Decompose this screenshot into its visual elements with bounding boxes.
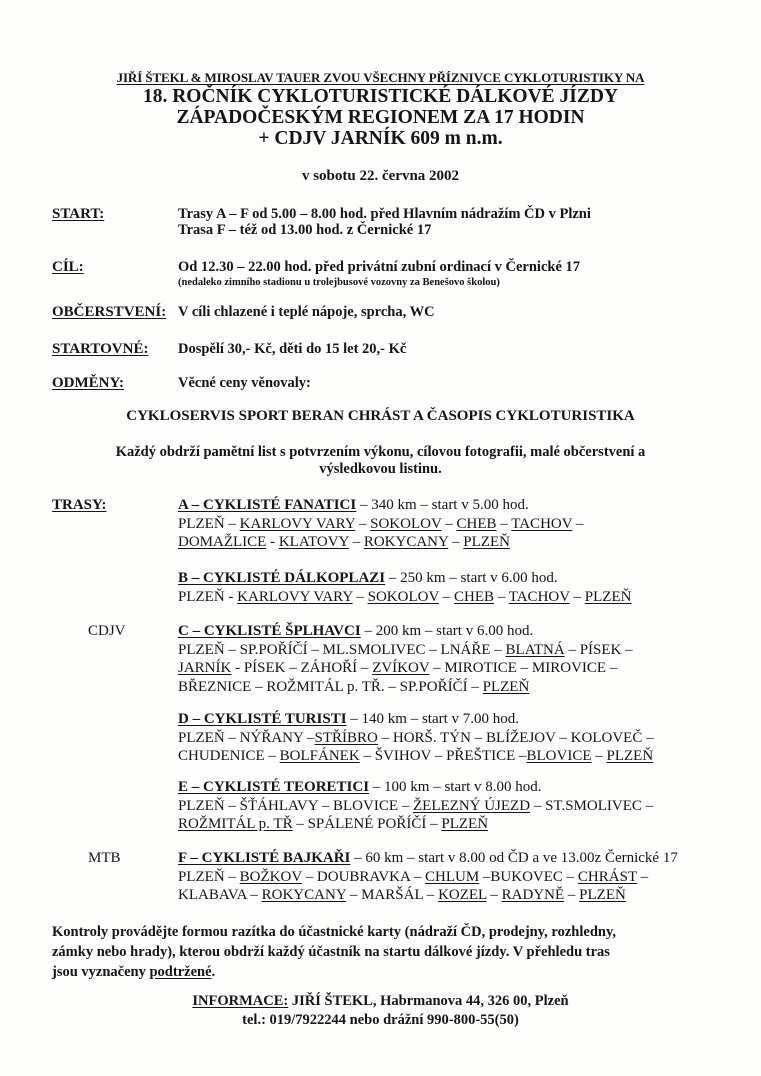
controls-paragraph <box>52 922 682 982</box>
route-heading <box>178 623 533 640</box>
route-stops-line <box>178 534 510 551</box>
control-point: CHLUM <box>424 868 480 885</box>
control-point: CHRÁST <box>577 868 637 885</box>
route-title: D – CYKLISTÉ TURISTI <box>178 711 347 727</box>
route-segment: – <box>636 868 649 885</box>
control-point: PLZEŇ <box>606 748 654 764</box>
route-segment: –BUKOVEC – <box>479 868 578 885</box>
route-stops-line <box>178 516 584 533</box>
route-segment: – PÍSEK – <box>564 641 633 658</box>
route-info: – 140 km – start v 7.00 hod. <box>346 711 520 727</box>
route-segment: – MARŠÁL – <box>346 887 439 903</box>
route-segment: – <box>352 588 368 605</box>
route-segment: - <box>266 534 279 550</box>
control-point: TACHOV <box>508 588 570 605</box>
route-segment: – MIROTICE – MIROVICE – <box>429 660 618 676</box>
route-segment: PLZEŇ – <box>178 868 240 885</box>
route-segment: – SPÁLENÉ POŘÍČÍ – <box>292 816 442 832</box>
route-title: F – CYKLISTÉ BAJKAŘI <box>178 850 351 866</box>
route-segment: – ŠVIHOV – PŘEŠTICE – <box>359 748 527 764</box>
route-segment: – <box>439 588 455 605</box>
route-segment: – <box>448 534 464 550</box>
route-info: – 200 km – start v 6.00 hod. <box>360 623 534 639</box>
control-point: CHEB <box>456 515 497 532</box>
route-segment: – <box>494 588 509 605</box>
route-heading <box>178 711 519 728</box>
info-label: INFORMACE: <box>192 993 289 1009</box>
control-point: STŘÍBRO <box>314 729 378 746</box>
route-title: B – CYKLISTÉ DÁLKOPLAZI <box>178 570 386 586</box>
control-point: ROŽMITÁL p. TŘ <box>178 816 293 832</box>
prizes-text: Věcné ceny věnovaly: <box>178 375 311 391</box>
contact-line <box>0 993 761 1010</box>
event-subtitle: ZÁPADOČESKÝM REGIONEM ZA 17 HODIN <box>176 107 585 128</box>
control-point: SOKOLOV <box>370 515 442 532</box>
control-point: ŽELEZNÝ ÚJEZD <box>413 797 531 814</box>
cil-label: CÍL: <box>52 259 84 275</box>
route-segment: - PÍSEK – ZÁHOŘÍ – <box>231 660 373 676</box>
route-segment: – <box>569 588 585 605</box>
control-point: ZVÍKOV <box>372 660 430 676</box>
controls-line-3-text: jsou vyznačeny <box>52 964 150 980</box>
event-date: v sobotu 22. června 2002 <box>301 168 460 184</box>
prizes-label: ODMĚNY: <box>52 375 124 391</box>
control-point: KARLOVY VARY <box>239 515 356 532</box>
certificate-line-1: Každý obdrží pamětní list s potvrzením výkonu, cílovou fotografii, malé občerstvení a <box>115 444 646 460</box>
route-stops-line <box>178 730 654 747</box>
route-segment: PLZEŇ – ŠŤÁHLAVY – BLOVICE – <box>178 797 413 814</box>
route-segment: – <box>355 515 371 532</box>
route-segment: – <box>441 515 457 532</box>
control-point: BOŽKOV <box>239 868 302 885</box>
controls-line-3 <box>52 962 682 982</box>
route-segment: – <box>486 887 502 903</box>
route-stops-line <box>178 589 631 606</box>
route-stops-line <box>178 660 617 677</box>
control-point: CHEB <box>454 588 495 605</box>
route-segment: – DOUBRAVKA – <box>301 868 425 885</box>
route-segment: PLZEŇ – SP.POŘÍČÍ – ML.SMOLIVEC – LNÁŘE – <box>178 641 506 658</box>
route-info: – 250 km – start v 6.00 hod. <box>385 570 558 586</box>
routes-label: TRASY: <box>52 497 107 513</box>
route-segment: PLZEŇ - <box>178 588 238 605</box>
route-stops-line <box>178 748 653 765</box>
controls-line-1: Kontroly provádějte formou razítka do účastnické karty (nádraží ČD, prodejny, rozhledny, <box>52 924 617 940</box>
controls-line-2: zámky nebo hrady), kterou obdrží každý účastník na startu dálkové jízdy. V přehledu tras <box>52 944 610 960</box>
route-info: – 340 km – start v 5.00 hod. <box>356 497 529 513</box>
control-point: DOMAŽLICE <box>178 534 267 550</box>
underlined-word: podtržené <box>149 964 212 980</box>
route-info: – 100 km – start v 8.00 hod. <box>369 779 542 795</box>
refreshment-label: OBČERSTVENÍ: <box>52 304 167 320</box>
route-segment: – <box>572 515 584 532</box>
route-heading <box>178 497 529 514</box>
control-point: PLZEŇ <box>482 678 530 695</box>
cil-line-1: Od 12.30 – 22.00 hod. před privátní zubní ordinací v Černické 17 <box>178 259 581 275</box>
control-point: KLATOVY <box>278 534 349 550</box>
route-segment: – <box>564 887 580 903</box>
event-subtitle-2: + CDJV JARNÍK 609 m n.m. <box>258 128 503 149</box>
route-segment: KLABAVA – <box>178 887 262 903</box>
control-point: PLZEŇ <box>463 534 510 550</box>
control-point: ROKYCANY <box>261 887 347 903</box>
route-stops-line <box>178 887 626 904</box>
route-stops-line <box>178 798 653 815</box>
route-segment: PLZEŇ – <box>178 515 240 532</box>
info-text: JIŘÍ ŠTEKL, Habrmanova 44, 326 00, Plzeň <box>288 993 569 1009</box>
route-segment: – ST.SMOLIVEC – <box>530 797 654 814</box>
sponsors-line: CYKLOSERVIS SPORT BERAN CHRÁST A ČASOPIS CYKLOTURISTIKA <box>126 408 635 424</box>
control-point: PLZEŇ <box>584 588 632 605</box>
control-point: SOKOLOV <box>367 588 440 605</box>
route-segment: – <box>348 534 364 550</box>
route-segment: PLZEŇ – NÝŘANY – <box>178 729 315 746</box>
fee-label: STARTOVNÉ: <box>52 341 149 357</box>
event-title: 18. ROČNÍK CYKLOTURISTICKÉ DÁLKOVÉ JÍZDY <box>142 86 619 107</box>
start-line-2: Trasa F – též od 13.00 hod. z Černické 17 <box>178 222 432 238</box>
control-point: JARNÍK <box>178 660 232 676</box>
control-point: BLATNÁ <box>505 641 565 658</box>
controls-line-3-end: . <box>211 964 216 980</box>
control-point: BOLFÁNEK <box>279 748 360 764</box>
route-segment: – HORŠ. TÝN – BLÍŽEJOV – KOLOVEČ – <box>377 729 654 746</box>
route-stops-line <box>178 869 648 886</box>
control-point: KARLOVY VARY <box>237 588 353 605</box>
start-line-1: Trasy A – F od 5.00 – 8.00 hod. před Hlavním nádražím ČD v Plzni <box>178 206 591 222</box>
route-heading <box>178 850 678 867</box>
route-segment: BŘEZNICE – ROŽMITÁL p. TŘ. – SP.POŘÍČÍ – <box>178 678 483 695</box>
control-point: TACHOV <box>511 515 573 532</box>
route-title: A – CYKLISTÉ FANATICI <box>178 497 357 513</box>
route-segment: CHUDENICE – <box>178 748 280 764</box>
route-stops-line <box>178 816 488 833</box>
route-segment: – <box>591 748 607 764</box>
control-point: RADYNĚ <box>501 887 565 903</box>
control-point: KOZEL <box>438 887 487 903</box>
certificate-line-2: výsledkovou listinu. <box>319 461 442 477</box>
fee-text: Dospělí 30,- Kč, děti do 15 let 20,- Kč <box>178 341 407 357</box>
control-point: ROKYCANY <box>363 534 449 550</box>
route-heading <box>178 570 558 587</box>
start-label: START: <box>52 206 105 222</box>
route-title: E – CYKLISTÉ TEORETICI <box>178 779 370 795</box>
route-segment: – <box>496 515 512 532</box>
route-stops-line <box>178 642 633 659</box>
control-point: PLZEŇ <box>579 887 626 903</box>
route-heading <box>178 779 542 796</box>
organizers-line: JIŘÍ ŠTEKL & MIROSLAV TAUER ZVOU VŠECHNY PŘÍZNIVCE CYKLOTURISTIKY NA <box>116 70 645 85</box>
route-title: C – CYKLISTÉ ŠPLHAVCI <box>178 623 361 639</box>
phone-line: tel.: 019/7922244 nebo drážní 990-800-55(50) <box>242 1012 519 1028</box>
cil-note: (nedaleko zimního stadionu u trolejbusové vozovny za Benešovo školou) <box>178 277 500 288</box>
refreshment-text: V cíli chlazené i teplé nápoje, sprcha, WC <box>178 304 435 320</box>
control-point: BLOVICE <box>526 748 592 764</box>
route-side-label: MTB <box>88 850 121 866</box>
route-side-label: CDJV <box>88 623 126 639</box>
route-stops-line <box>178 679 529 696</box>
route-info: – 60 km – start v 8.00 od ČD a ve 13.00z Černické 17 <box>350 850 678 866</box>
control-point: PLZEŇ <box>441 816 489 832</box>
